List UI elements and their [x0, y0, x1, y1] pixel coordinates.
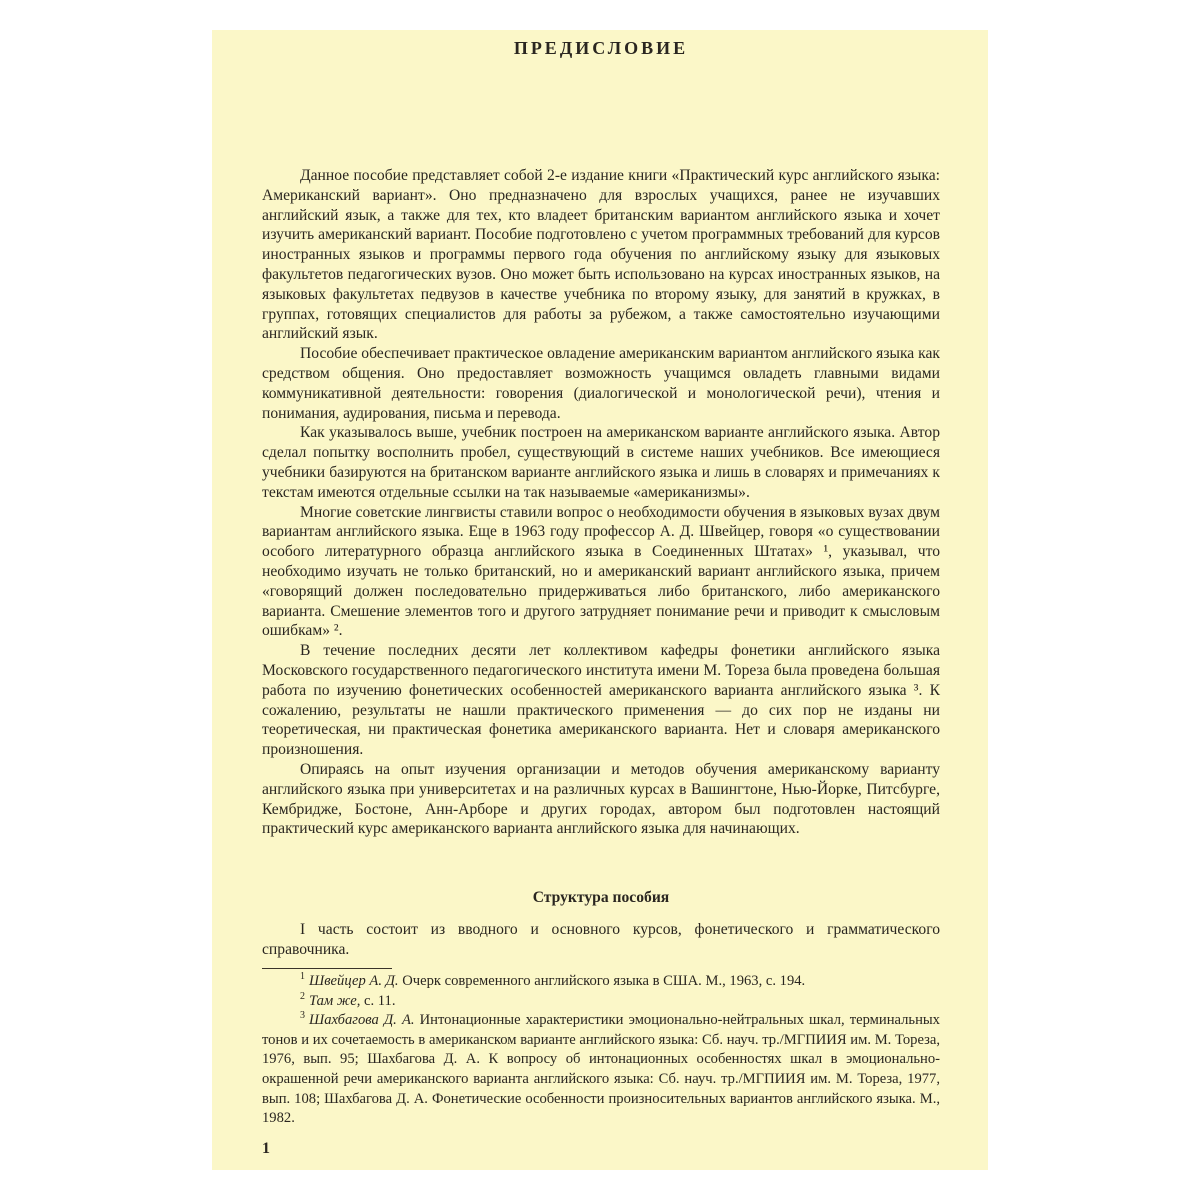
- section-heading: Структура пособия: [532, 889, 670, 906]
- footnotes: [262, 972, 940, 1129]
- page-title: ПРЕДИСЛОВИЕ: [513, 38, 689, 58]
- footnote: [262, 992, 940, 1012]
- section-body: [262, 920, 940, 960]
- footnote-text: Очерк современного английского языка в США. М., 1963, с. 194.: [398, 973, 806, 989]
- footnote: [262, 972, 940, 992]
- footnote: [262, 1011, 940, 1129]
- paragraph: I часть состоит из вводного и основного курсов, фонетического и грамматического справочника.: [262, 921, 940, 958]
- preface-body: [262, 166, 940, 839]
- paragraph: Многие советские лингвисты ставили вопрос о необходимости обучения в языковых вузах двум вариантам английского языка. Еще в 1963 году профессор А. Д. Швейцер, говоря «о существовании особого литературного образца английского языка в Соединенных Штатах» ¹, указывал, что необходимо изучать не только британский, но и американский вариант английского языка, причем «говорящий должен последовательно придерживаться либо британского, либо американского варианта. Смешение элементов того и другого затрудняет понимание речи и приводит к смысловым ошибкам» ².: [262, 503, 940, 640]
- footnote-author: Там же,: [309, 992, 361, 1009]
- document-page: [212, 30, 988, 1170]
- footnote-mark: 2: [300, 990, 305, 1002]
- footnote-divider: [262, 968, 392, 969]
- paragraph: Опираясь на опыт изучения организации и методов обучения американскому варианту английского языка при университетах и на различных курсах в Вашингтоне, Нью-Йорке, Питсбурге, Кембридже, Бостоне, Анн-Арборе и других городах, автором был подготовлен настоящий практический курс американского варианта английского языка для начинающих.: [262, 760, 940, 838]
- paragraph: Как указывалось выше, учебник построен на американском варианте английского языка. Автор сделал попытку восполнить пробел, существующий в системе наших учебников. Все имеющиеся учебники базируются на британском варианте английского языка и лишь в словарях и примечаниях к текстам имеются отдельные ссылки на так называемые «американизмы».: [262, 424, 940, 501]
- footnote-mark: 3: [300, 1010, 305, 1022]
- paragraph: Данное пособие представляет собой 2-е издание книги «Практический курс английского языка: Американский вариант». Оно предназначено для взрослых учащихся, ранее не изучавших английский язык, а также для тех, кто владеет британским вариантом английского языка и хочет изучить американский вариант. Пособие подготовлено с учетом программных требований для курсов иностранных языков и программы первого года обучения по английскому языку для языковых факультетов педагогических вузов. Оно может быть использовано на курсах иностранных языков, на языковых факультетах педвузов в качестве учебника по второму языку, для занятий в кружках, в группах, готовящих специалистов для работы за рубежом, а также самостоятельно изучающими английский язык.: [262, 167, 940, 343]
- footnote-mark: 1: [300, 971, 305, 983]
- footnote-text: с. 11.: [360, 992, 396, 1009]
- footnote-text: Интонационные характеристики эмоционально-нейтральных шкал, терминальных тонов и их сочетаемость в американском варианте английского языка: Сб. науч. тр./МГПИИЯ им. М. Тореза, 1976, вып. 95; Шахбагова Д. А. К вопросу об интонационных особенностях шкал в эмоционально-окрашенной речи американского варианта английского языка: Сб. науч. тр./МГПИИЯ им. М. Тореза, 1977, вып. 108; Шахбагова Д. А. Фонетические особенности произносительных вариантов английского языка. М., 1982.: [262, 1012, 940, 1127]
- page-number: 1: [262, 1140, 270, 1157]
- paragraph: В течение последних десяти лет коллективом кафедры фонетики английского языка Московского государственного педагогического института имени М. Тореза была проведена большая работа по изучению фонетических особенностей американского варианта английского языка ³. К сожалению, результаты не нашли практического применения — до сих пор не изданы ни теоретическая, ни практическая фонетика американского варианта. Нет и словаря американского произношения.: [262, 642, 940, 759]
- paragraph: Пособие обеспечивает практическое овладение американским вариантом английского языка как средством общения. Оно предоставляет возможность учащимся овладеть главными видами коммуникативной деятельности: говорения (диалогической и монологической речи), чтения и понимания, аудирования, письма и перевода.: [262, 345, 940, 422]
- footnote-author: Швейцер А. Д.: [309, 973, 399, 989]
- footnote-author: Шахбагова Д. А.: [309, 1012, 415, 1029]
